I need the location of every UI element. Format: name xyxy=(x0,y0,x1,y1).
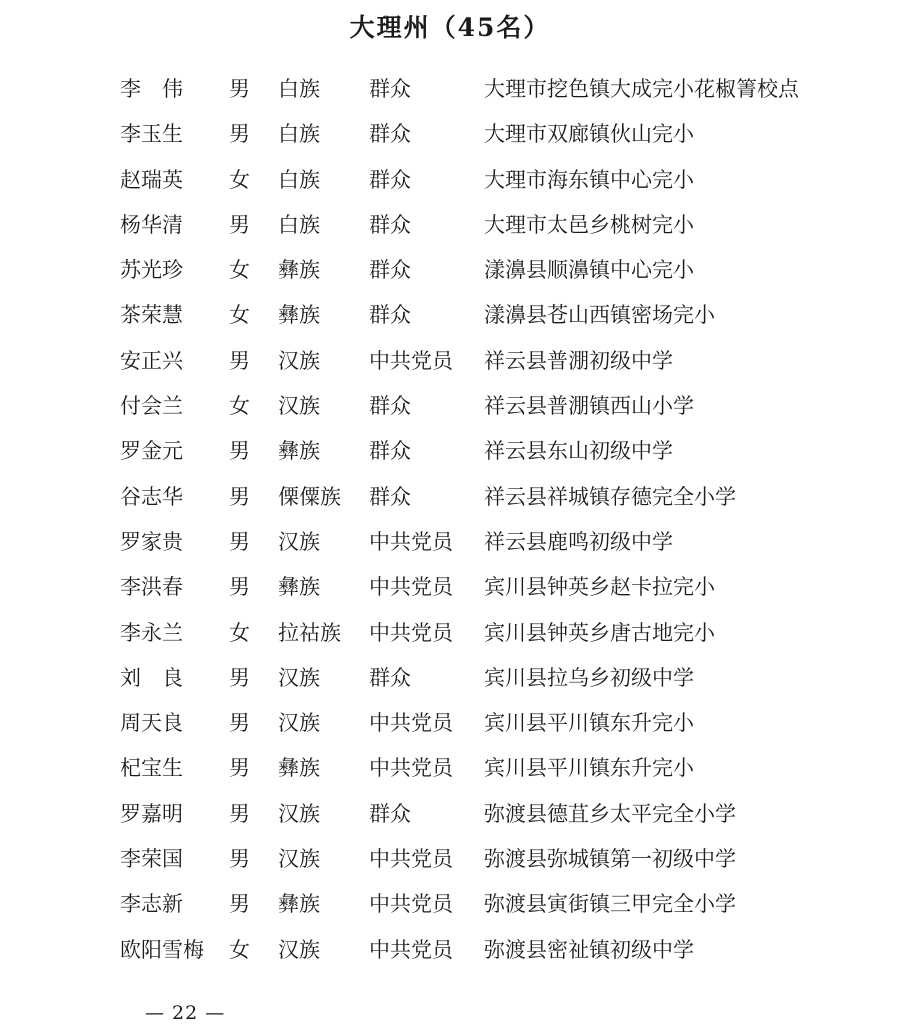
person-political-status: 群众 xyxy=(369,303,411,328)
person-gender: 女 xyxy=(229,167,250,192)
person-name: 李永兰 xyxy=(120,620,183,645)
person-school: 漾濞县顺濞镇中心完小 xyxy=(484,258,694,283)
person-political-status: 群众 xyxy=(369,484,411,509)
person-political-status: 中共党员 xyxy=(369,575,453,600)
person-school: 宾川县平川镇东升完小 xyxy=(484,711,694,736)
person-political-status: 群众 xyxy=(369,665,411,690)
person-gender: 男 xyxy=(229,892,250,917)
roster-row xyxy=(0,520,900,565)
person-ethnicity: 拉祜族 xyxy=(278,620,341,645)
person-gender: 男 xyxy=(229,665,250,690)
person-name: 周天良 xyxy=(120,711,183,736)
roster-row xyxy=(0,203,900,248)
person-political-status: 群众 xyxy=(369,212,411,237)
person-ethnicity: 彝族 xyxy=(278,892,320,917)
person-gender: 男 xyxy=(229,77,250,101)
page-number: — 22 — xyxy=(145,1002,226,1024)
roster-row xyxy=(0,611,900,656)
person-gender: 女 xyxy=(229,937,250,962)
roster-row xyxy=(0,429,900,474)
roster-row xyxy=(0,475,900,520)
person-ethnicity: 汉族 xyxy=(278,937,320,962)
person-name: 罗嘉明 xyxy=(120,801,183,826)
person-political-status: 中共党员 xyxy=(369,847,453,872)
person-name: 欧阳雪梅 xyxy=(120,937,204,962)
person-political-status: 群众 xyxy=(369,167,411,192)
person-ethnicity: 白族 xyxy=(278,212,320,237)
roster-row xyxy=(0,565,900,610)
person-name: 李荣国 xyxy=(120,847,183,872)
person-ethnicity: 汉族 xyxy=(278,665,320,690)
person-school: 大理市双廊镇伙山完小 xyxy=(484,122,694,147)
person-ethnicity: 彝族 xyxy=(278,439,320,464)
person-ethnicity: 汉族 xyxy=(278,394,320,419)
person-gender: 女 xyxy=(229,303,250,328)
person-political-status: 中共党员 xyxy=(369,620,453,645)
person-gender: 男 xyxy=(229,439,250,464)
person-political-status: 群众 xyxy=(369,258,411,283)
page-title: 大理州（45名） xyxy=(349,13,551,42)
person-name: 罗家贵 xyxy=(120,529,183,554)
person-political-status: 群众 xyxy=(369,394,411,419)
roster-row xyxy=(0,837,900,882)
person-ethnicity: 彝族 xyxy=(278,756,320,781)
person-name: 安正兴 xyxy=(120,348,183,373)
person-school: 大理市挖色镇大成完小花椒箐校点 xyxy=(484,77,799,101)
person-school: 宾川县拉乌乡初级中学 xyxy=(484,665,694,690)
person-gender: 男 xyxy=(229,801,250,826)
person-ethnicity: 白族 xyxy=(278,122,320,147)
person-school: 祥云县东山初级中学 xyxy=(484,439,673,464)
person-name: 李洪春 xyxy=(120,575,183,600)
person-political-status: 群众 xyxy=(369,801,411,826)
person-school: 宾川县钟英乡赵卡拉完小 xyxy=(484,575,715,600)
person-school: 祥云县鹿鸣初级中学 xyxy=(484,529,673,554)
person-political-status: 群众 xyxy=(369,122,411,147)
person-ethnicity: 白族 xyxy=(278,167,320,192)
roster-row xyxy=(0,792,900,837)
person-political-status: 群众 xyxy=(369,77,411,101)
person-name: 茶荣慧 xyxy=(120,303,183,328)
person-name: 杨华清 xyxy=(120,212,183,237)
person-name: 李玉生 xyxy=(120,122,183,147)
person-school: 漾濞县苍山西镇密场完小 xyxy=(484,303,715,328)
person-school: 大理市海东镇中心完小 xyxy=(484,167,694,192)
person-gender: 男 xyxy=(229,575,250,600)
person-name: 罗金元 xyxy=(120,439,183,464)
roster-row xyxy=(0,746,900,791)
roster-row xyxy=(0,384,900,429)
person-name: 杞宝生 xyxy=(120,756,183,781)
roster-row xyxy=(0,158,900,203)
person-ethnicity: 汉族 xyxy=(278,529,320,554)
person-ethnicity: 汉族 xyxy=(278,801,320,826)
person-name: 李 伟 xyxy=(120,77,183,101)
person-ethnicity: 汉族 xyxy=(278,348,320,373)
person-school: 弥渡县德苴乡太平完全小学 xyxy=(484,801,736,826)
person-gender: 女 xyxy=(229,394,250,419)
person-name: 付会兰 xyxy=(120,394,183,419)
person-gender: 男 xyxy=(229,756,250,781)
person-gender: 男 xyxy=(229,484,250,509)
roster-row xyxy=(0,882,900,927)
roster-row xyxy=(0,339,900,384)
person-gender: 男 xyxy=(229,711,250,736)
roster-row xyxy=(0,701,900,746)
roster-row xyxy=(0,248,900,293)
person-gender: 女 xyxy=(229,258,250,283)
roster-row xyxy=(0,928,900,973)
person-ethnicity: 彝族 xyxy=(278,258,320,283)
person-ethnicity: 彝族 xyxy=(278,575,320,600)
person-school: 祥云县祥城镇存德完全小学 xyxy=(484,484,736,509)
person-gender: 男 xyxy=(229,212,250,237)
roster-row xyxy=(0,656,900,701)
person-gender: 男 xyxy=(229,847,250,872)
person-gender: 女 xyxy=(229,620,250,645)
person-political-status: 中共党员 xyxy=(369,892,453,917)
person-ethnicity: 傈僳族 xyxy=(278,484,341,509)
person-school: 宾川县钟英乡唐古地完小 xyxy=(484,620,715,645)
person-ethnicity: 白族 xyxy=(278,77,320,101)
person-gender: 男 xyxy=(229,529,250,554)
person-school: 宾川县平川镇东升完小 xyxy=(484,756,694,781)
person-political-status: 中共党员 xyxy=(369,756,453,781)
person-school: 祥云县普淜初级中学 xyxy=(484,348,673,373)
roster-list xyxy=(0,67,900,973)
person-political-status: 中共党员 xyxy=(369,529,453,554)
person-name: 赵瑞英 xyxy=(120,167,183,192)
person-gender: 男 xyxy=(229,348,250,373)
roster-row xyxy=(0,293,900,338)
person-ethnicity: 汉族 xyxy=(278,847,320,872)
person-name: 刘 良 xyxy=(120,665,183,690)
person-political-status: 中共党员 xyxy=(369,711,453,736)
person-gender: 男 xyxy=(229,122,250,147)
roster-row xyxy=(0,112,900,157)
person-political-status: 群众 xyxy=(369,439,411,464)
roster-row xyxy=(0,67,900,112)
person-school: 祥云县普淜镇西山小学 xyxy=(484,394,694,419)
person-school: 弥渡县寅街镇三甲完全小学 xyxy=(484,892,736,917)
person-school: 弥渡县弥城镇第一初级中学 xyxy=(484,847,736,872)
person-political-status: 中共党员 xyxy=(369,937,453,962)
person-political-status: 中共党员 xyxy=(369,348,453,373)
person-ethnicity: 彝族 xyxy=(278,303,320,328)
person-name: 苏光珍 xyxy=(120,258,183,283)
person-school: 弥渡县密祉镇初级中学 xyxy=(484,937,694,962)
person-name: 李志新 xyxy=(120,892,183,917)
person-school: 大理市太邑乡桃树完小 xyxy=(484,212,694,237)
person-name: 谷志华 xyxy=(120,484,183,509)
person-ethnicity: 汉族 xyxy=(278,711,320,736)
